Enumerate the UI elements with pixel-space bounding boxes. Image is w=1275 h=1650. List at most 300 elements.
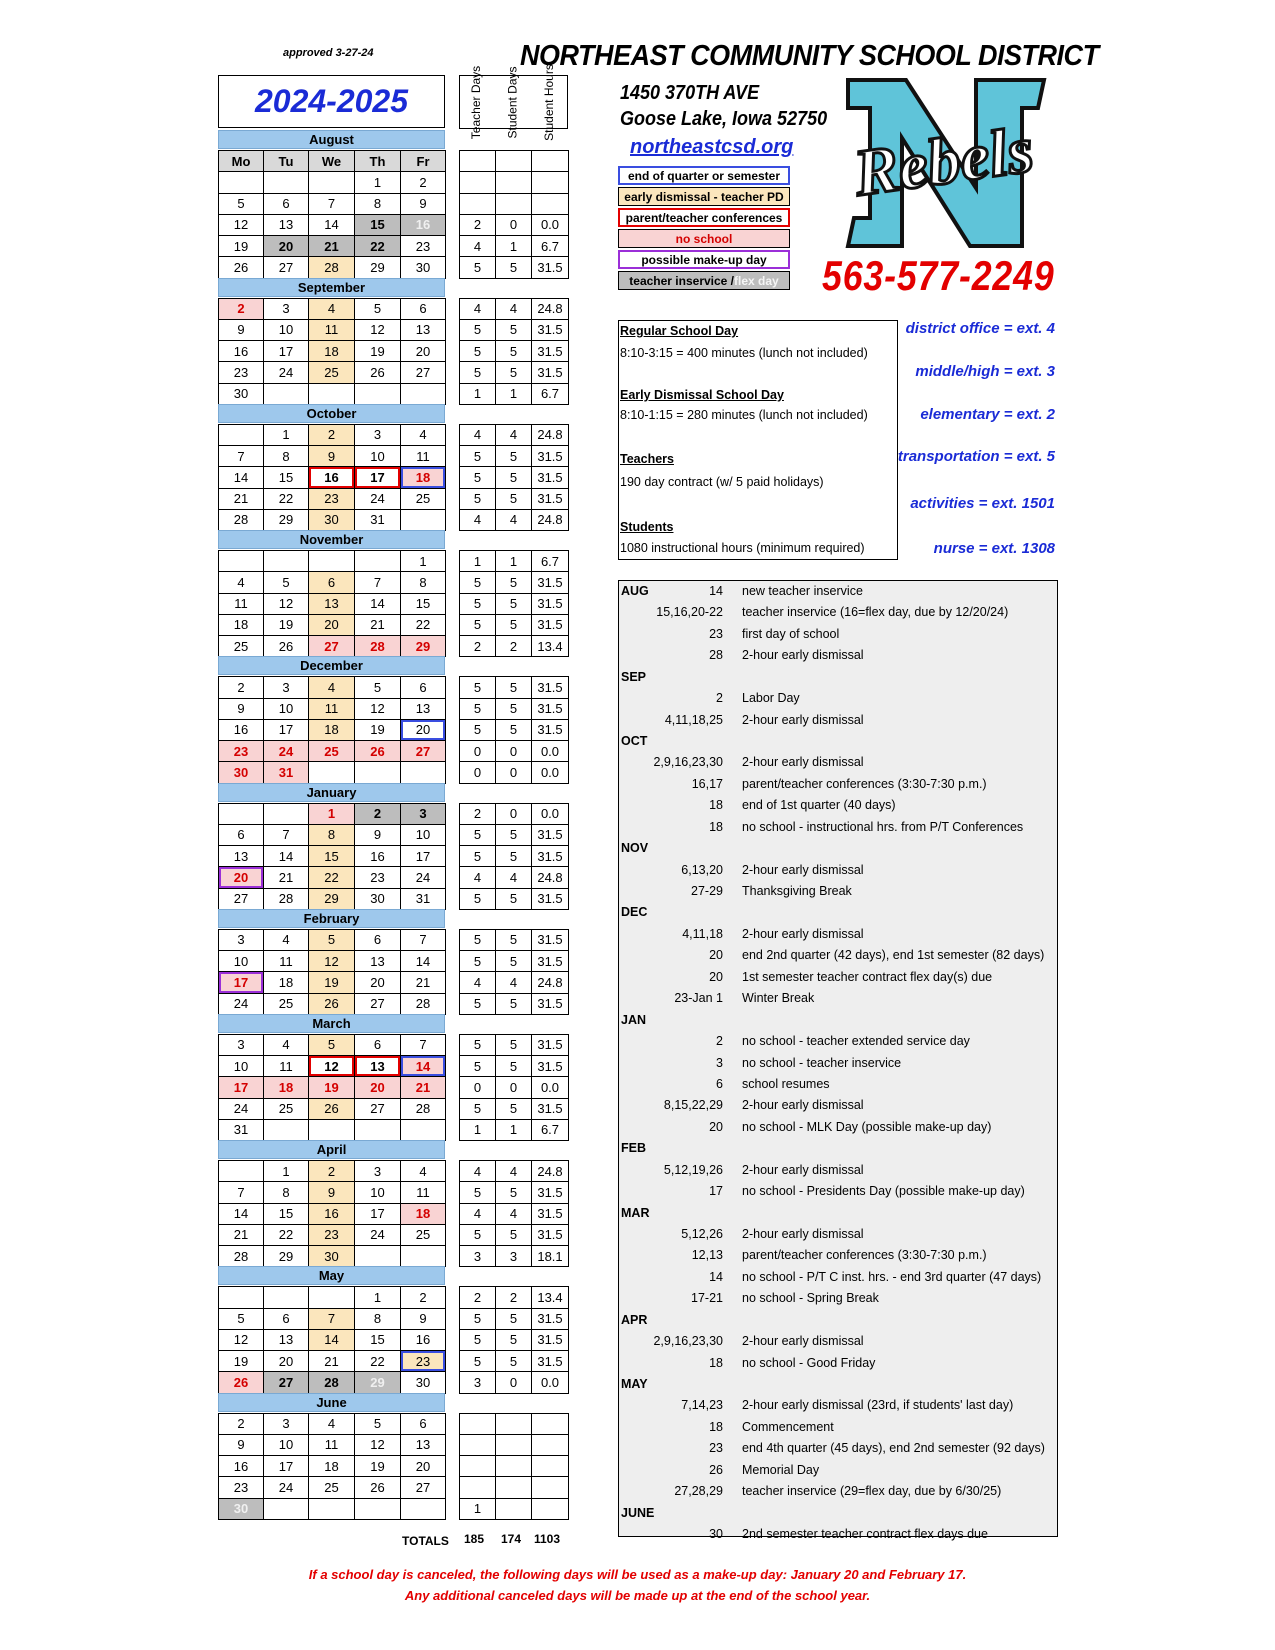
calendar-day: 10 — [218, 950, 264, 972]
event-description: no school - teacher extended service day — [742, 1034, 970, 1049]
student-hours-cell — [531, 1476, 569, 1498]
ext-nurse: nurse = ext. 1308 — [933, 540, 1055, 557]
student-days-cell: 5 — [495, 1034, 532, 1056]
district-title: NORTHEAST COMMUNITY SCHOOL DISTRICT — [520, 40, 1099, 72]
student-hours-cell: 31.5 — [531, 993, 569, 1015]
calendar-day: 8 — [308, 824, 355, 846]
calendar-day: 11 — [308, 319, 355, 341]
calendar-day: 20 — [218, 866, 264, 888]
teacher-days-header: Teacher Days — [469, 65, 484, 139]
event-description: parent/teacher conferences (3:30-7:30 p.m.) — [742, 776, 987, 791]
calendar-day: 20 — [263, 235, 309, 257]
calendar-day: 11 — [218, 593, 264, 615]
teacher-days-cell — [459, 1476, 496, 1498]
calendar-day: 6 — [308, 571, 355, 593]
student-hours-cell: 31.5 — [531, 445, 569, 467]
student-days-cell: 0 — [495, 740, 532, 762]
student-days-cell: 5 — [495, 1224, 532, 1246]
student-days-cell — [495, 1498, 532, 1520]
calendar-day: 29 — [400, 635, 446, 657]
legend-label: parent/teacher conferences — [625, 210, 783, 225]
event-dates: 20 — [709, 969, 723, 984]
teachers-text: 190 day contract (w/ 5 paid holidays) — [620, 475, 824, 489]
event-dates: 2 — [716, 691, 723, 706]
event-description: no school - Presidents Day (possible make-up day) — [742, 1184, 1025, 1199]
calendar-day: 27 — [308, 635, 355, 657]
calendar-day: 5 — [218, 193, 264, 215]
calendar-day: 12 — [354, 698, 401, 720]
student-days-cell: 5 — [495, 1329, 532, 1351]
event-description: parent/teacher conferences (3:30-7:30 p.m.) — [742, 1248, 987, 1263]
teacher-days-cell: 5 — [459, 1034, 496, 1056]
weekday-header: Mo — [218, 150, 264, 172]
calendar-day: 30 — [218, 1498, 264, 1520]
legend-label: no school — [675, 231, 733, 246]
calendar-day — [218, 171, 264, 193]
calendar-day: 7 — [218, 1181, 264, 1203]
calendar-day: 10 — [263, 319, 309, 341]
student-hours-cell: 31.5 — [531, 1350, 569, 1372]
calendar-day: 30 — [218, 761, 264, 783]
calendar-day — [354, 550, 401, 572]
student-days-cell: 1 — [495, 235, 532, 257]
calendar-day: 16 — [308, 1203, 355, 1225]
event-month: AUG — [621, 584, 649, 598]
calendar-day: 5 — [218, 1308, 264, 1330]
event-dates: 8,15,22,29 — [663, 1098, 723, 1113]
month-header: October — [218, 404, 445, 423]
calendar-day: 7 — [354, 571, 401, 593]
calendar-day: 3 — [354, 424, 401, 446]
summary-cell — [495, 150, 532, 172]
calendar-day: 24 — [263, 361, 309, 383]
calendar-day: 22 — [308, 866, 355, 888]
calendar-day — [400, 1119, 446, 1141]
calendar-day: 15 — [308, 845, 355, 867]
student-days-cell: 5 — [495, 993, 532, 1015]
student-hours-cell: 31.5 — [531, 614, 569, 636]
calendar-day: 7 — [218, 445, 264, 467]
event-month: JAN — [621, 1012, 647, 1027]
calendar-day: 27 — [218, 888, 264, 910]
calendar-day: 25 — [263, 1098, 309, 1120]
event-dates: 15,16,20-22 — [656, 605, 723, 620]
calendar-day — [263, 1286, 309, 1308]
calendar-day: 2 — [354, 803, 401, 825]
teacher-days-cell: 4 — [459, 235, 496, 257]
student-hours-cell: 31.5 — [531, 676, 569, 698]
student-hours-cell: 13.4 — [531, 635, 569, 657]
event-description: no school - Good Friday — [742, 1355, 876, 1370]
student-hours-cell: 31.5 — [531, 698, 569, 720]
legend-item — [618, 187, 790, 206]
calendar-day: 17 — [263, 1455, 309, 1477]
student-hours-cell: 31.5 — [531, 466, 569, 488]
calendar-day: 13 — [400, 1434, 446, 1456]
calendar-day: 10 — [218, 1055, 264, 1077]
calendar-day: 25 — [308, 740, 355, 762]
calendar-day: 6 — [263, 193, 309, 215]
calendar-day: 29 — [263, 1245, 309, 1267]
event-month: MAY — [621, 1376, 648, 1391]
student-hours-cell: 0.0 — [531, 803, 569, 825]
calendar-day: 25 — [263, 993, 309, 1015]
student-days-cell: 5 — [495, 488, 532, 510]
teacher-days-cell: 4 — [459, 298, 496, 320]
calendar-day: 10 — [354, 445, 401, 467]
event-dates: 28 — [709, 648, 723, 663]
calendar-day: 4 — [400, 1160, 446, 1182]
event-month: SEP — [621, 669, 647, 684]
month-header: August — [218, 130, 445, 149]
calendar-day: 28 — [354, 635, 401, 657]
student-hours-cell: 31.5 — [531, 1203, 569, 1225]
calendar-day: 16 — [218, 340, 264, 362]
student-days-cell: 5 — [495, 466, 532, 488]
students-text: 1080 instructional hours (minimum required) — [620, 541, 865, 555]
calendar-day: 10 — [263, 698, 309, 720]
student-hours-cell: 6.7 — [531, 235, 569, 257]
calendar-day: 3 — [354, 1160, 401, 1182]
calendar-day: 31 — [400, 888, 446, 910]
student-hours-cell: 0.0 — [531, 740, 569, 762]
calendar-day: 5 — [354, 298, 401, 320]
calendar-day: 10 — [400, 824, 446, 846]
event-description: 2-hour early dismissal — [742, 1098, 864, 1113]
calendar-day: 16 — [354, 845, 401, 867]
calendar-day: 1 — [354, 1286, 401, 1308]
teacher-days-cell: 5 — [459, 698, 496, 720]
student-hours-cell: 31.5 — [531, 1034, 569, 1056]
event-description: teacher inservice (16=flex day, due by 12/20/24) — [742, 605, 1009, 620]
calendar-day: 15 — [354, 1329, 401, 1351]
students-title: Students — [620, 520, 674, 534]
teacher-days-cell: 4 — [459, 509, 496, 531]
calendar-day: 21 — [354, 614, 401, 636]
weekday-header: Fr — [400, 150, 446, 172]
student-days-cell: 5 — [495, 614, 532, 636]
event-dates: 4,11,18,25 — [664, 712, 723, 727]
calendar-day: 26 — [354, 1476, 401, 1498]
event-dates: 27,28,29 — [674, 1484, 723, 1499]
calendar-day: 20 — [263, 1350, 309, 1372]
teacher-days-cell: 5 — [459, 1308, 496, 1330]
calendar-day: 7 — [400, 1034, 446, 1056]
calendar-day — [218, 1160, 264, 1182]
calendar-day: 23 — [218, 740, 264, 762]
calendar-day: 12 — [354, 319, 401, 341]
event-dates: 16,17 — [691, 776, 723, 791]
calendar-day: 9 — [354, 824, 401, 846]
calendar-day: 5 — [354, 676, 401, 698]
calendar-day — [218, 550, 264, 572]
makeup-notice-2: Any additional canceled days will be made up at the end of the school year. — [404, 1588, 871, 1603]
calendar-day — [308, 550, 355, 572]
calendar-day: 20 — [354, 1076, 401, 1098]
student-days-cell: 2 — [495, 635, 532, 657]
student-hours-cell: 24.8 — [531, 866, 569, 888]
student-days-cell: 4 — [495, 298, 532, 320]
month-header: February — [218, 909, 445, 928]
calendar-day: 14 — [263, 845, 309, 867]
student-days-cell: 1 — [495, 383, 532, 405]
calendar-day: 27 — [400, 1476, 446, 1498]
calendar-day: 11 — [400, 445, 446, 467]
event-month: DEC — [621, 905, 648, 920]
student-hours-cell: 0.0 — [531, 1371, 569, 1393]
event-dates: 6,13,20 — [681, 862, 723, 877]
student-hours-cell: 31.5 — [531, 1329, 569, 1351]
calendar-day — [400, 1498, 446, 1520]
calendar-day: 16 — [218, 719, 264, 741]
calendar-day: 22 — [354, 235, 401, 257]
calendar-day: 29 — [263, 509, 309, 531]
calendar-day: 16 — [218, 1455, 264, 1477]
ext-district-office: district office = ext. 4 — [905, 320, 1055, 337]
calendar-day: 22 — [263, 488, 309, 510]
calendar-day: 12 — [308, 950, 355, 972]
student-hours-cell: 24.8 — [531, 509, 569, 531]
early-day-title: Early Dismissal School Day — [620, 388, 784, 402]
calendar-day: 15 — [263, 1203, 309, 1225]
calendar-day: 21 — [400, 971, 446, 993]
legend-label: end of quarter or semester — [627, 168, 781, 183]
calendar-day: 21 — [308, 1350, 355, 1372]
legend-label-flex: flex day — [734, 273, 779, 288]
event-description: 2-hour early dismissal — [742, 862, 864, 877]
logo-wordmark: Rebels — [849, 113, 1038, 211]
calendar-day: 27 — [354, 1098, 401, 1120]
student-hours-cell — [531, 1498, 569, 1520]
event-dates: 5,12,19,26 — [663, 1162, 723, 1177]
event-dates: 7,14,23 — [681, 1398, 723, 1413]
event-dates: 27-29 — [691, 884, 723, 899]
student-days-cell — [495, 1476, 532, 1498]
calendar-day: 13 — [263, 214, 309, 236]
calendar-day — [218, 803, 264, 825]
calendar-day: 27 — [263, 256, 309, 278]
student-hours-cell: 31.5 — [531, 1181, 569, 1203]
calendar-day: 28 — [400, 993, 446, 1015]
legend-label: possible make-up day — [641, 252, 767, 267]
calendar-day: 12 — [263, 593, 309, 615]
event-dates: 2,9,16,23,30 — [653, 1334, 723, 1349]
student-days-cell — [495, 1434, 532, 1456]
calendar-day: 7 — [308, 193, 355, 215]
student-days-cell: 5 — [495, 445, 532, 467]
calendar-day: 13 — [400, 698, 446, 720]
calendar-day: 14 — [354, 593, 401, 615]
event-dates: 18 — [709, 819, 723, 834]
calendar-day: 1 — [400, 550, 446, 572]
calendar-day: 24 — [400, 866, 446, 888]
calendar-day: 21 — [308, 235, 355, 257]
teacher-days-cell: 5 — [459, 488, 496, 510]
calendar-day: 26 — [218, 1371, 264, 1393]
student-hours-cell: 0.0 — [531, 214, 569, 236]
calendar-day: 26 — [308, 993, 355, 1015]
totals-teacher-days: 185 — [464, 1532, 485, 1546]
ext-middle-high: middle/high = ext. 3 — [915, 363, 1055, 380]
calendar-day: 17 — [218, 971, 264, 993]
calendar-day: 3 — [218, 929, 264, 951]
calendar-day: 9 — [218, 319, 264, 341]
calendar-day: 13 — [218, 845, 264, 867]
teacher-days-cell: 3 — [459, 1371, 496, 1393]
student-hours-cell: 31.5 — [531, 571, 569, 593]
event-dates: 2 — [716, 1034, 723, 1049]
teacher-days-cell: 1 — [459, 383, 496, 405]
calendar-day — [263, 803, 309, 825]
student-days-cell: 0 — [495, 214, 532, 236]
teacher-days-cell: 5 — [459, 361, 496, 383]
student-days-cell: 5 — [495, 1308, 532, 1330]
event-description: Memorial Day — [742, 1462, 820, 1477]
student-days-cell: 4 — [495, 424, 532, 446]
calendar-day: 27 — [400, 361, 446, 383]
legend-item — [618, 271, 790, 290]
event-dates: 4,11,18 — [682, 926, 723, 941]
student-hours-cell: 31.5 — [531, 1308, 569, 1330]
teacher-days-cell: 5 — [459, 319, 496, 341]
calendar-day: 6 — [400, 298, 446, 320]
event-description: 2-hour early dismissal — [742, 755, 864, 770]
student-hours-cell: 31.5 — [531, 888, 569, 910]
calendar-day: 3 — [218, 1034, 264, 1056]
student-hours-cell: 31.5 — [531, 1098, 569, 1120]
calendar-day: 17 — [263, 340, 309, 362]
calendar-day: 28 — [400, 1098, 446, 1120]
calendar-day: 21 — [218, 1224, 264, 1246]
month-header: November — [218, 530, 445, 549]
calendar-day: 4 — [263, 1034, 309, 1056]
calendar-day: 3 — [400, 803, 446, 825]
calendar-day: 2 — [218, 298, 264, 320]
teacher-days-cell: 0 — [459, 740, 496, 762]
event-dates: 14 — [709, 1269, 723, 1284]
teacher-days-cell: 1 — [459, 1119, 496, 1141]
teacher-days-cell: 5 — [459, 845, 496, 867]
student-hours-cell: 24.8 — [531, 1160, 569, 1182]
student-hours-cell: 31.5 — [531, 361, 569, 383]
student-hours-cell — [531, 1455, 569, 1477]
calendar-day: 16 — [400, 214, 446, 236]
student-days-cell: 5 — [495, 1181, 532, 1203]
event-description: Labor Day — [742, 691, 800, 706]
event-dates: 20 — [709, 948, 723, 963]
calendar-day: 28 — [308, 1371, 355, 1393]
calendar-day — [263, 1498, 309, 1520]
teacher-days-cell: 5 — [459, 256, 496, 278]
calendar-day: 19 — [354, 719, 401, 741]
calendar-day: 13 — [263, 1329, 309, 1351]
event-description: teacher inservice (29=flex day, due by 6/30/25) — [742, 1484, 1002, 1499]
calendar-day: 11 — [263, 1055, 309, 1077]
calendar-day: 6 — [263, 1308, 309, 1330]
calendar-day: 10 — [263, 1434, 309, 1456]
address-city: Goose Lake, Iowa 52750 — [620, 108, 828, 130]
calendar-day — [354, 383, 401, 405]
calendar-day: 12 — [354, 1434, 401, 1456]
calendar-day — [263, 383, 309, 405]
teacher-days-cell: 5 — [459, 340, 496, 362]
event-dates: 3 — [716, 1055, 723, 1070]
event-description: end of 1st quarter (40 days) — [742, 798, 896, 813]
calendar-day: 2 — [400, 171, 446, 193]
event-dates: 5,12,26 — [681, 1226, 723, 1241]
teacher-days-cell: 5 — [459, 466, 496, 488]
calendar-day: 20 — [354, 971, 401, 993]
totals-label: TOTALS — [402, 1534, 449, 1548]
calendar-day: 24 — [354, 488, 401, 510]
event-description: 2-hour early dismissal (23rd, if students' last day) — [742, 1398, 1014, 1413]
event-description: 2-hour early dismissal — [742, 1226, 864, 1241]
website-link[interactable]: northeastcsd.org — [630, 136, 794, 158]
student-hours-cell: 31.5 — [531, 719, 569, 741]
month-header: January — [218, 783, 445, 802]
calendar-day — [263, 1119, 309, 1141]
calendar-day: 23 — [308, 1224, 355, 1246]
approval-note: approved 3-27-24 — [283, 47, 374, 59]
logo-graphic — [836, 78, 1056, 248]
student-days-cell: 5 — [495, 929, 532, 951]
student-days-cell: 5 — [495, 256, 532, 278]
teacher-days-cell: 5 — [459, 1224, 496, 1246]
event-description: no school - teacher inservice — [742, 1055, 902, 1070]
calendar-day: 20 — [400, 1455, 446, 1477]
calendar-day: 22 — [354, 1350, 401, 1372]
calendar-day: 11 — [308, 1434, 355, 1456]
student-hours-cell: 31.5 — [531, 593, 569, 615]
calendar-day: 2 — [308, 424, 355, 446]
calendar-day: 8 — [354, 1308, 401, 1330]
calendar-day: 28 — [218, 509, 264, 531]
calendar-day: 9 — [308, 445, 355, 467]
calendar-day: 17 — [354, 466, 401, 488]
legend-item — [618, 166, 790, 185]
calendar-day: 17 — [263, 719, 309, 741]
calendar-day: 30 — [218, 383, 264, 405]
student-days-cell: 0 — [495, 1076, 532, 1098]
calendar-day: 24 — [263, 740, 309, 762]
calendar-day: 14 — [308, 1329, 355, 1351]
teacher-days-cell: 5 — [459, 1055, 496, 1077]
month-header: September — [218, 278, 445, 297]
calendar-day: 6 — [400, 676, 446, 698]
calendar-day: 30 — [308, 509, 355, 531]
calendar-day: 4 — [218, 571, 264, 593]
calendar-day: 23 — [218, 1476, 264, 1498]
student-days-cell — [495, 171, 532, 193]
calendar-day: 4 — [308, 676, 355, 698]
calendar-day: 21 — [263, 866, 309, 888]
calendar-day — [400, 509, 446, 531]
event-description: end 2nd quarter (42 days), end 1st semester (82 days) — [742, 948, 1045, 963]
teacher-days-cell: 5 — [459, 1181, 496, 1203]
calendar-day — [354, 1498, 401, 1520]
teacher-days-cell: 2 — [459, 635, 496, 657]
calendar-day: 19 — [308, 971, 355, 993]
calendar-day: 18 — [308, 1455, 355, 1477]
student-hours-cell: 6.7 — [531, 550, 569, 572]
calendar-day: 7 — [400, 929, 446, 951]
calendar-day: 1 — [354, 171, 401, 193]
event-description: no school - P/T C inst. hrs. - end 3rd quarter (47 days) — [742, 1269, 1042, 1284]
calendar-day: 18 — [218, 614, 264, 636]
calendar-day: 26 — [263, 635, 309, 657]
calendar-day: 12 — [218, 214, 264, 236]
calendar-day — [308, 1498, 355, 1520]
